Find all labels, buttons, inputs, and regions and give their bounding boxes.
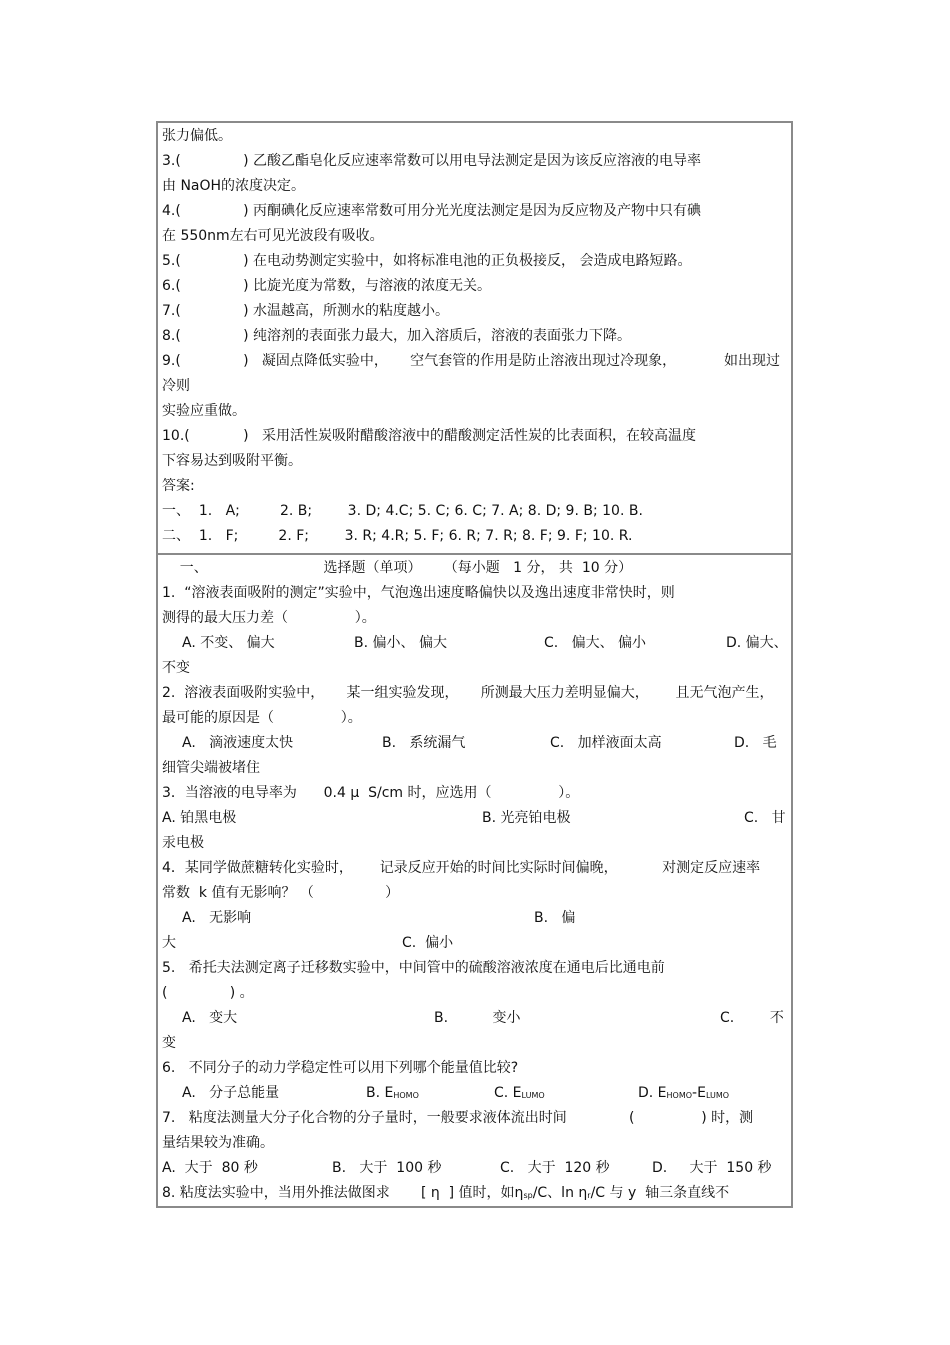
mc-q3-option-b: B. 光亮铂电极 (482, 810, 571, 826)
tf-q3-line2: 由 NaOH的浓度决定。 (162, 178, 306, 194)
mc-q2-line1: 2. 溶液表面吸附实验中， 某一组实验发现， 所测最大压力差明显偏大， 且无气泡产生， (162, 685, 774, 701)
mc-q5-option-b: B. 变小 (434, 1010, 521, 1026)
mc-q5-option-c: C. 不 (720, 1010, 784, 1026)
mc-q6-option-c-text: C. E (494, 1085, 522, 1101)
mc-q1-option-a: A. 不变、 偏大 (182, 635, 275, 651)
mc-q3-option-a: A. 铂黑电极 (162, 810, 237, 826)
mc-q1-line1: 1. “溶液表面吸附的测定”实验中，气泡逸出速度略偏快以及逸出速度非常快时，则 (162, 585, 675, 601)
tf-q8: 8.( ) 纯溶剂的表面张力最大，加入溶质后，溶液的表面张力下降。 (162, 328, 632, 344)
mc-q5-option-a: A. 变大 (182, 1010, 238, 1026)
mc-q6-option-b-text: B. E (366, 1085, 394, 1101)
mc-q5-wrap: 变 (162, 1035, 176, 1051)
answer-label: 答案: (162, 478, 195, 494)
mc-q6-option-a: A. 分子总能量 (182, 1085, 280, 1101)
tf-q5: 5.( ) 在电动势测定实验中，如将标准电池的正负极接反， 会造成电路短路。 (162, 253, 692, 269)
mc-q2-wrap: 细管尖端被堵住 (162, 760, 260, 776)
tf-q10-line1: 10.( ) 采用活性炭吸附醋酸溶液中的醋酸测定活性炭的比表面积，在较高温度 (162, 428, 696, 444)
mc-q8-text-2: /C、ln η (532, 1185, 588, 1201)
mc-q7-line2: 量结果较为准确。 (162, 1135, 274, 1151)
mc-q6-option-b (366, 1085, 419, 1104)
mc-q6-line1: 6. 不同分子的动力学稳定性可以用下列哪个能量值比较? (162, 1060, 519, 1076)
mc-q3-wrap: 汞电极 (162, 835, 204, 851)
mc-q2-option-b: B. 系统漏气 (382, 735, 466, 751)
tf-q9-line2: 冷则 (162, 378, 190, 394)
mc-q5-line2: ( ) 。 (162, 985, 254, 1001)
tf-q7: 7.( ) 水温越高，所测水的粘度越小。 (162, 303, 450, 319)
mc-q2-option-c: C. 加样液面太高 (550, 735, 662, 751)
tf-q4-line2: 在 550nm左右可见光波段有吸收。 (162, 228, 384, 244)
mc-q5-line1: 5. 希托夫法测定离子迁移数实验中，中间管中的硫酸溶液浓度在通电后比通电前 (162, 960, 665, 976)
tf-q10-line2: 下容易达到吸附平衡。 (162, 453, 302, 469)
answer-row-2: 二、 1. F; 2. F; 3. R; 4.R; 5. F; 6. R; 7. R; 8. F; 9. F; 10. R. (162, 528, 633, 544)
mc-q4-wrap: 大 (162, 935, 176, 951)
mc-q4-option-b: B. 偏 (534, 910, 576, 926)
mc-q7-line1: 7. 粘度法测量大分子化合物的分子量时，一般要求液体流出时间 ( ) 时，测 (162, 1110, 754, 1126)
mc-q4-line2: 常数 k 值有无影响？ （ ） (162, 885, 400, 901)
mc-q2-option-a: A. 滴液速度太快 (182, 735, 294, 751)
mc-q7-option-a: A. 大于 80 秒 (162, 1160, 258, 1176)
tf-q9-line1-right: 如出现过 (724, 353, 780, 369)
mc-q7-option-b: B. 大于 100 秒 (332, 1160, 442, 1176)
mc-q8-sub-sp: sp (523, 1191, 533, 1200)
mc-q8-text-1: 8. 粘度法实验中，当用外推法做图求 [ η ] 值时，如η (162, 1185, 524, 1201)
exam-sheet (156, 121, 793, 1208)
mc-q6-option-d-sub1: HOMO (666, 1091, 693, 1100)
mc-q3-option-c: C. 甘 (744, 810, 786, 826)
mc-q1-wrap: 不变 (162, 660, 190, 676)
mc-q1-option-c: C. 偏大、 偏小 (544, 635, 647, 651)
mc-q6-option-d-mid: -E (692, 1085, 706, 1101)
mc-q6-option-d-sub2: LUMO (705, 1091, 730, 1100)
mc-q8-text-3: /C 与 y 轴三条直线不 (590, 1185, 730, 1201)
mc-q8-line1 (162, 1185, 785, 1204)
mc-q1-option-d: D. 偏大、 (726, 635, 788, 651)
mc-q6-option-d-text: D. E (638, 1085, 667, 1101)
mc-q1-line2: 测得的最大压力差（ ）。 (162, 610, 376, 626)
tf-q9-line1: 9.( ) 凝固点降低实验中， 空气套管的作用是防止溶液出现过冷现象， (162, 353, 677, 369)
tf-q4-line1: 4.( ) 丙酮碘化反应速率常数可用分光光度法测定是因为反应物及产物中只有碘 (162, 203, 702, 219)
mc-q6-option-c-sub: LUMO (521, 1091, 545, 1100)
mc-q3-line1: 3．当溶液的电导率为 0.4 μ S/cm 时，应选用（ ）。 (162, 785, 580, 801)
mc-q7-option-c: C. 大于 120 秒 (500, 1160, 610, 1176)
mc-q1-option-b: B. 偏小、 偏大 (354, 635, 447, 651)
tf-line-0: 张力偏低。 (162, 128, 232, 144)
mc-q8-sub-r: r (587, 1191, 591, 1200)
mc-q7-option-d: D. 大于 150 秒 (652, 1160, 772, 1176)
mc-q4-option-a: A. 无影响 (182, 910, 252, 926)
mc-q2-line2: 最可能的原因是（ ）。 (162, 710, 362, 726)
tf-q9-line3: 实验应重做。 (162, 403, 246, 419)
tf-q6: 6.( ) 比旋光度为常数，与溶液的浓度无关。 (162, 278, 492, 294)
section-divider (158, 553, 791, 555)
mc-q2-option-d: D. 毛 (734, 735, 777, 751)
mc-q6-option-d (638, 1085, 729, 1104)
mc-q4-line1: 4．某同学做蔗糖转化实验时， 记录反应开始的时间比实际时间偏晚， 对测定反应速率 (162, 860, 761, 876)
tf-q3-line1: 3.( ) 乙酸乙酯皂化反应速率常数可以用电导法测定是因为该反应溶液的电导率 (162, 153, 702, 169)
mc-q6-option-b-sub: HOMO (393, 1091, 419, 1100)
mc-q6-option-c (494, 1085, 545, 1104)
mc-q4-option-c: C. 偏小 (402, 935, 454, 951)
mc-heading: 一、 选择题（单项） （每小题 1 分， 共 10 分） (162, 560, 633, 576)
answer-row-1: 一、 1. A; 2. B; 3. D; 4.C; 5. C; 6. C; 7. A; 8. D; 9. B; 10. B. (162, 503, 643, 519)
